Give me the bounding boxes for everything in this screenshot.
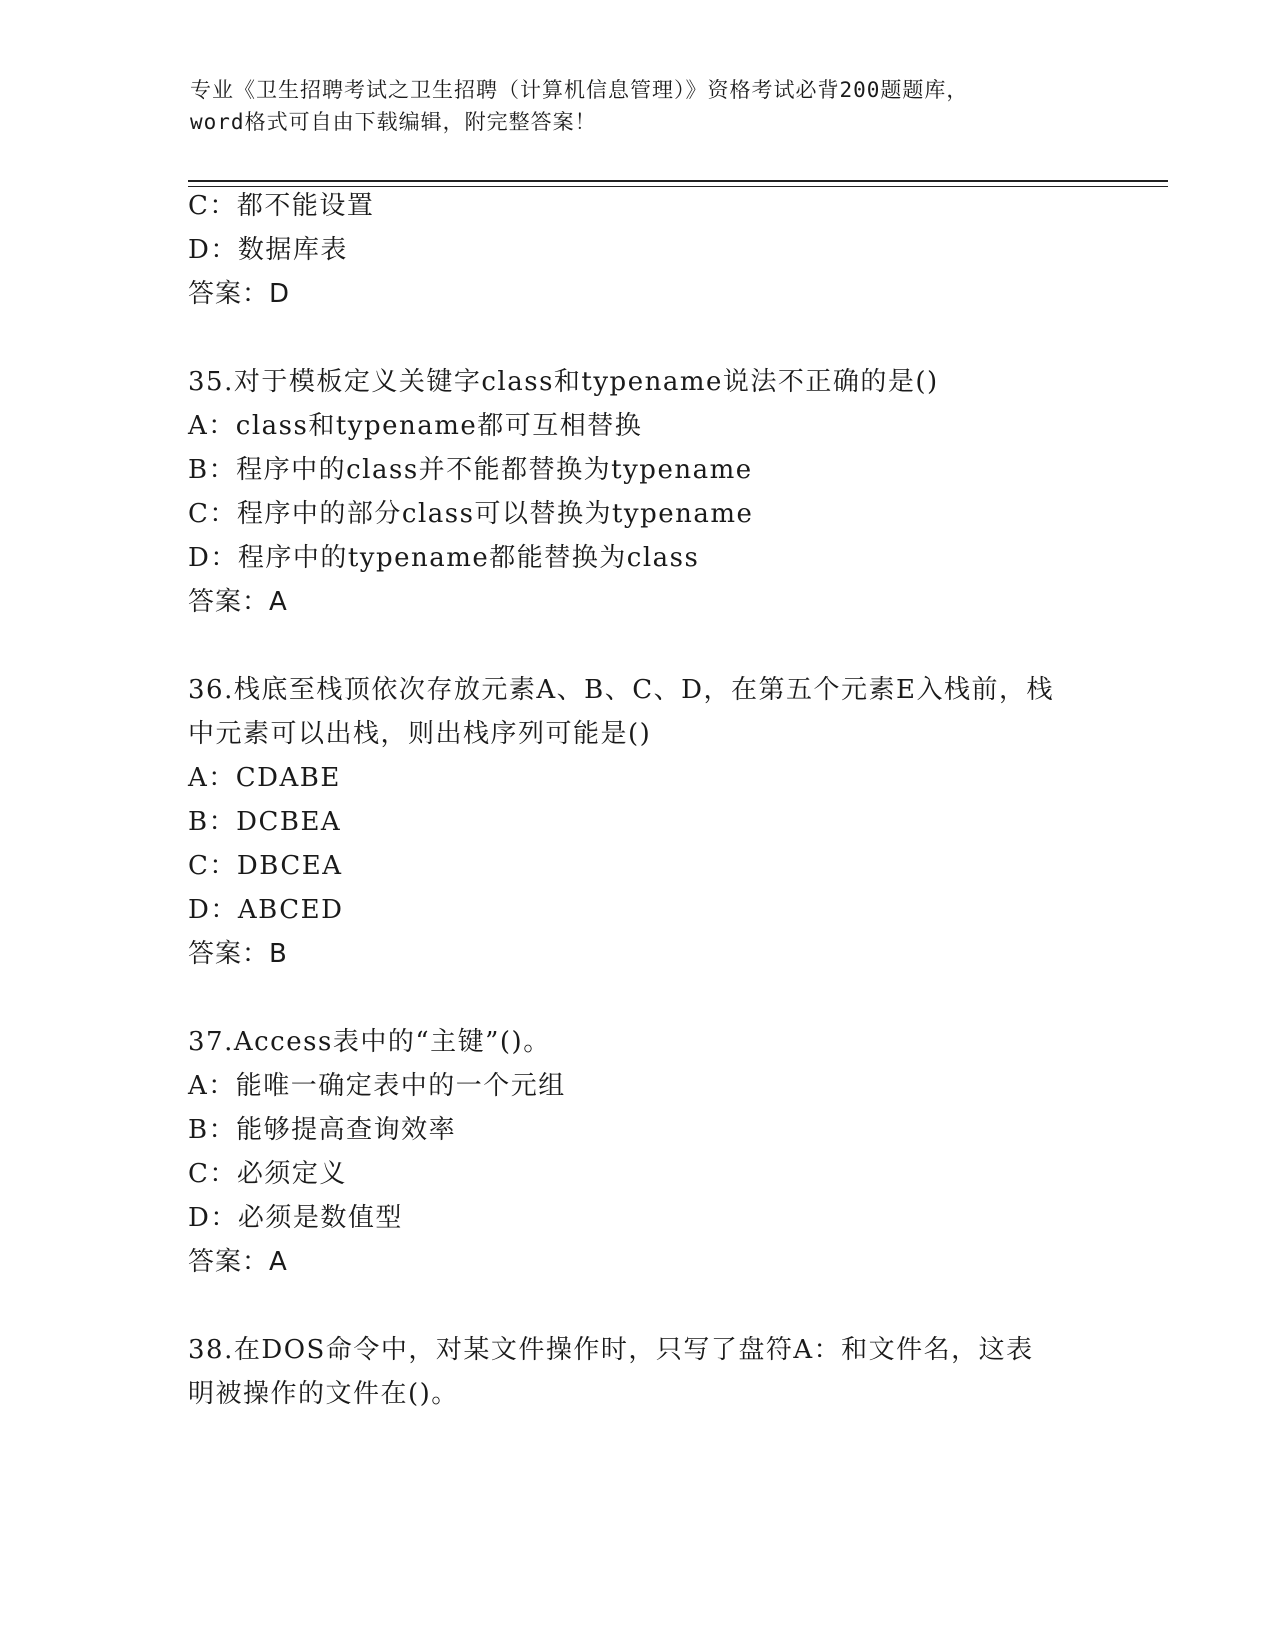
header-line-1: 专业《卫生招聘考试之卫生招聘（计算机信息管理）》资格考试必背200题题库， (190, 78, 969, 102)
question-36-option-d: D：ABCED (188, 895, 344, 925)
question-37-option-a: A：能唯一确定表中的一个元组 (188, 1071, 566, 1101)
question-37-stem: 37.Access表中的“主键”()。 (188, 1027, 551, 1057)
question-35-option-c: C：程序中的部分class可以替换为typename (188, 499, 754, 529)
question-36-answer: 答案：B (188, 939, 288, 969)
prev-option-d: D：数据库表 (188, 235, 348, 265)
question-35-option-b: B：程序中的class并不能都替换为typename (188, 455, 753, 485)
question-35-stem: 35.对于模板定义关键字class和typename说法不正确的是() (188, 367, 939, 397)
question-36-option-c: C：DBCEA (188, 851, 343, 881)
question-37-option-c: C：必须定义 (188, 1159, 347, 1189)
question-36-option-b: B：DCBEA (188, 807, 342, 837)
document-header (190, 74, 1090, 138)
question-35-option-a: A：class和typename都可互相替换 (188, 411, 643, 441)
question-36-option-a: A：CDABE (188, 763, 341, 793)
question-35-answer: 答案：A (188, 587, 288, 617)
question-36-stem-line-2: 中元素可以出栈，则出栈序列可能是() (188, 719, 652, 749)
question-37-answer: 答案：A (188, 1247, 288, 1277)
header-divider (188, 180, 1168, 187)
question-37-option-b: B：能够提高查询效率 (188, 1115, 457, 1145)
question-38-stem-line-1: 38.在DOS命令中，对某文件操作时，只写了盘符A：和文件名，这表 (188, 1335, 1034, 1365)
header-line-2: word格式可自由下载编辑，附完整答案！ (190, 110, 597, 134)
question-36-stem-line-1: 36.栈底至栈顶依次存放元素A、B、C、D，在第五个元素E入栈前，栈 (188, 675, 1054, 705)
prev-answer: 答案：D (188, 279, 291, 309)
question-37-option-d: D：必须是数值型 (188, 1203, 403, 1233)
question-38-stem-line-2: 明被操作的文件在()。 (188, 1379, 459, 1409)
prev-option-c: C：都不能设置 (188, 191, 375, 221)
question-35-option-d: D：程序中的typename都能替换为class (188, 543, 700, 573)
